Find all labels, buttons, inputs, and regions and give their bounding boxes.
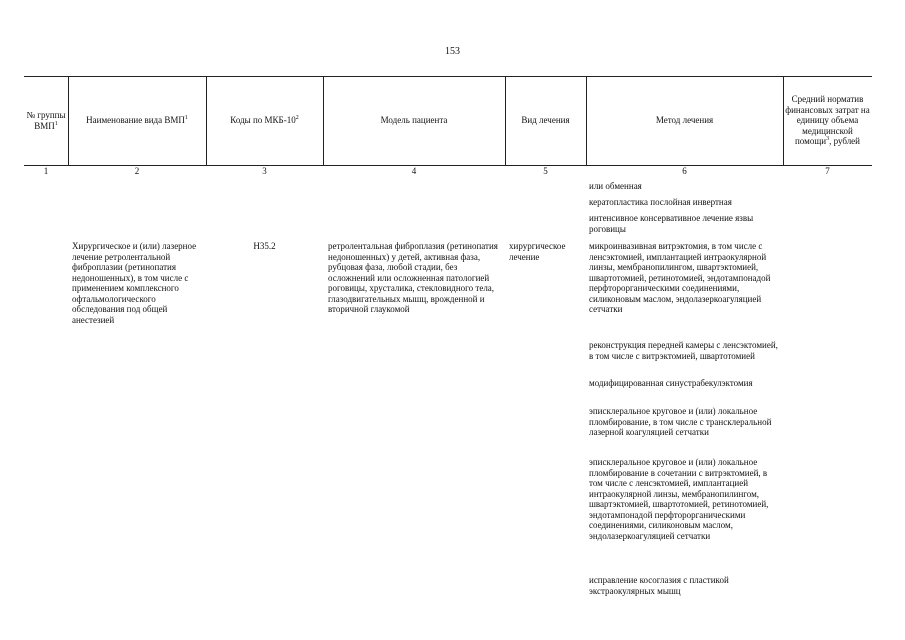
- column-number: 1: [43, 166, 49, 176]
- header-cell-treatment-type: Вид лечения: [521, 115, 570, 126]
- treatment-type-cell: хирургическое лечение: [509, 241, 566, 262]
- header-cell-group: № группы ВМП$^1$: [26, 110, 66, 131]
- column-number: 7: [825, 166, 830, 176]
- patient-model-cell: ретролентальная фиброплазия (ретинопатия недоношенных) у детей, активная фаза, рубцовая фаза, любой стадии, без осложнений или осложненная патологией роговицы, хрусталика, стекловидного тела, глазодвигательных мышц, врожденной и вторичной глаукомой: [328, 241, 498, 314]
- method-item: микроинвазивная витрэктомия, в том числе с ленсэктомией, имплантацией интраокулярной линзы, мембранопилингом, швартэктомией, швартотомией, ретинотомией, эндотампонадой перфторорганическими соединениями, силиконовым маслом, эндолазеркоагуляцией сетчатки: [589, 241, 771, 314]
- vmp-name-cell: Хирургическое и (или) лазерное лечение ретролентальной фиброплазии (ретинопатия недоношенных), в том числе с применением комплексного офтальмологического обследования под общей анестезией: [72, 241, 197, 325]
- header-cell-vmp-name: Наименование вида ВМП$^1$: [86, 115, 188, 126]
- mkb-code-cell: H35.2: [253, 241, 276, 251]
- method-item: кератопластика послойная инвертная: [589, 197, 732, 207]
- header-cell-patient-model: Модель пациента: [380, 115, 448, 126]
- method-item: эписклеральное круговое и (или) локальное пломбирование в сочетании с витрэктомией, в том числе с ленсэктомией, имплантацией интраокулярной линзы, мембранопилингом, швартэктомией, швартотомией, ретинотомией, эндотампонадой перфторорганическими соединениями, силиконовым маслом, эндолазеркоагуляцией сетчатки: [589, 457, 769, 541]
- header-cell-mkb-codes: Коды по МКБ-$10^2$: [230, 115, 299, 126]
- header-cell-average-cost: Средний норматив финансовых затрат на единицу объема медицинской помощи$^3$, рублей: [785, 94, 870, 147]
- method-item: исправление косоглазия с пластикой экстраокулярных мышц: [589, 575, 729, 596]
- header-cell-treatment-method: Метод лечения: [655, 115, 714, 126]
- method-item: эписклеральное круговое и (или) локальное пломбирование, в том числе с трансклеральной лазерной коагуляцией сетчатки: [589, 406, 772, 437]
- column-number: 6: [682, 166, 687, 176]
- column-number: 4: [411, 166, 417, 176]
- column-number: 3: [262, 166, 267, 176]
- method-item: модифицированная синустрабекулэктомия: [589, 378, 753, 388]
- column-number: 2: [134, 166, 140, 176]
- method-item: реконструкция передней камеры с ленсэктомией, в том числе с витрэктомией, швартотомией: [589, 340, 778, 361]
- method-continuation: или обменная: [589, 181, 642, 191]
- column-number: 5: [543, 166, 548, 176]
- method-item: интенсивное консервативное лечение язвы роговицы: [589, 213, 754, 234]
- page-number: 153: [445, 46, 460, 57]
